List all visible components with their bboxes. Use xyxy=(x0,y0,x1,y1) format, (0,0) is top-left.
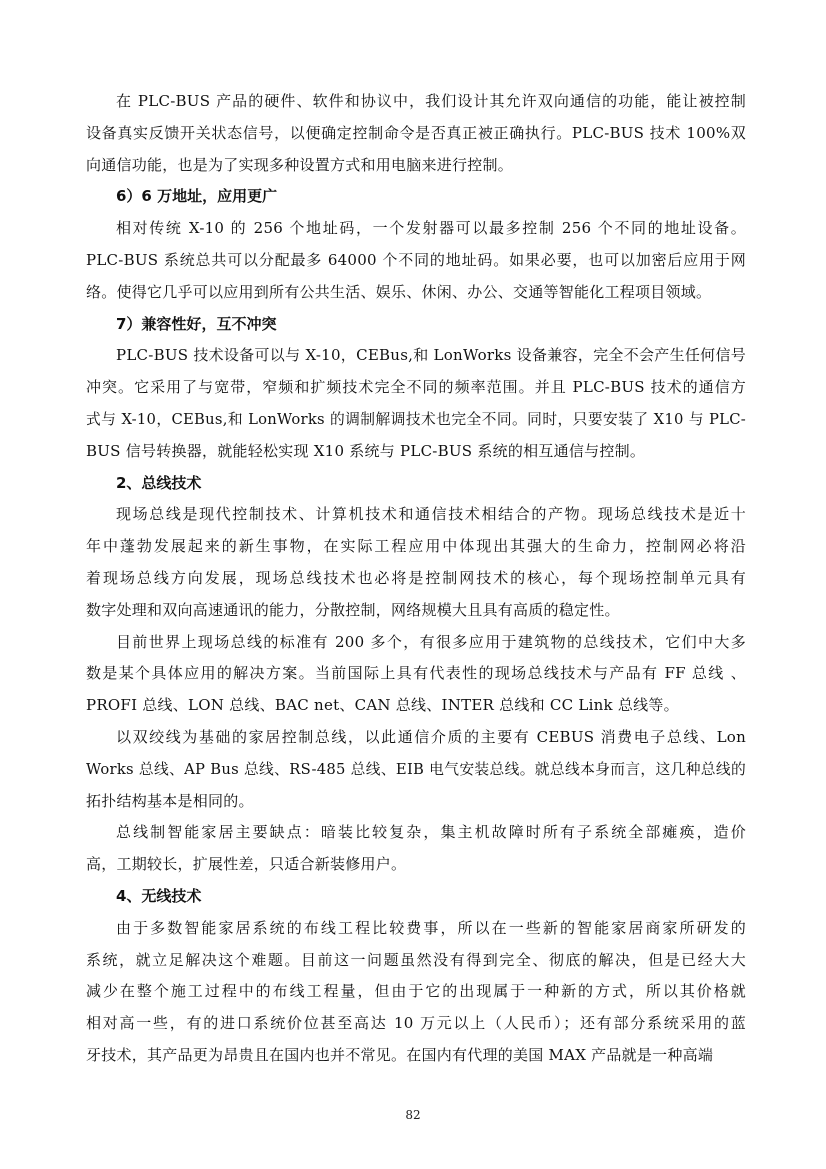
paragraph-line: 牙技术，其产品更为昂贵且在国内也并不常见。在国内有代理的美国 MAX 产品就是一种高端 xyxy=(86,1045,714,1064)
paragraph-line: 年中蓬勃发展起来的新生事物，在实际工程应用中体现出其强大的生命力，控制网必将沿 xyxy=(86,537,746,556)
section-heading: 2、总线技术 xyxy=(116,473,202,492)
paragraph-line: 总线制智能家居主要缺点：暗装比较复杂，集主机故障时所有子系统全部瘫痪，造价 xyxy=(116,823,746,842)
paragraph-line: PLC-BUS 技术设备可以与 X-10，CEBus,和 LonWorks 设备兼容，完全不会产生任何信号 xyxy=(116,346,746,365)
paragraph-line: 以双绞线为基础的家居控制总线，以此通信介质的主要有 CEBUS 消费电子总线、Lon xyxy=(116,727,746,746)
section-heading: 6）6 万地址，应用更广 xyxy=(116,187,278,206)
paragraph-line: 着现场总线方向发展，现场总线技术也必将是控制网技术的核心，每个现场控制单元具有 xyxy=(86,568,746,587)
paragraph-line: PROFI 总线、LON 总线、BAC net、CAN 总线、INTER 总线和 CC Link 总线等。 xyxy=(86,696,679,715)
paragraph-line: PLC-BUS 系统总共可以分配最多 64000 个不同的地址码。如果必要，也可以加密后应用于网 xyxy=(86,250,746,269)
paragraph-line: 现场总线是现代控制技术、计算机技术和通信技术相结合的产物。现场总线技术是近十 xyxy=(116,505,746,524)
paragraph-line: 由于多数智能家居系统的布线工程比较费事，所以在一些新的智能家居商家所研发的 xyxy=(116,918,746,937)
paragraph-line: 数字处理和双向高速通讯的能力，分散控制，网络规模大且具有高质的稳定性。 xyxy=(86,600,620,619)
paragraph-line: 设备真实反馈开关状态信号，以便确定控制命令是否真正被正确执行。PLC-BUS 技术 100%双 xyxy=(86,123,746,142)
paragraph-line: 冲突。它采用了与宽带，窄频和扩频技术完全不同的频率范围。并且 PLC-BUS 技术的通信方 xyxy=(86,378,746,397)
paragraph-line: 系统，就立足解决这个难题。目前这一问题虽然没有得到完全、彻底的解决，但是已经大大 xyxy=(86,950,746,969)
paragraph-line: 相对高一些，有的进口系统价位甚至高达 10 万元以上（人民币）；还有部分系统采用的蓝 xyxy=(86,1014,746,1033)
paragraph-line: 向通信功能，也是为了实现多种设置方式和用电脑来进行控制。 xyxy=(86,155,514,174)
section-heading: 4、无线技术 xyxy=(116,886,202,905)
paragraph-line: 数是某个具体应用的解决方案。当前国际上具有代表性的现场总线技术与产品有 FF 总线 、 xyxy=(86,664,746,683)
paragraph-line: Works 总线、AP Bus 总线、RS-485 总线、EIB 电气安装总线。就总线本身而言，这几种总线的 xyxy=(86,760,746,778)
document-body xyxy=(86,86,746,1072)
paragraph-line: 络。使得它几乎可以应用到所有公共生活、娱乐、休闲、办公、交通等智能化工程项目领域。 xyxy=(86,282,712,301)
paragraph-line: 高，工期较长，扩展性差，只适合新装修用户。 xyxy=(86,855,407,874)
paragraph-line: 目前世界上现场总线的标准有 200 多个，有很多应用于建筑物的总线技术，它们中大多 xyxy=(116,632,746,651)
section-heading: 7）兼容性好，互不冲突 xyxy=(116,314,277,333)
paragraph-line: 式与 X-10，CEBus,和 LonWorks 的调制解调技术也完全不同。同时，只要安装了 X10 与 PLC- xyxy=(86,410,746,428)
paragraph-line: 减少在整个施工过程中的布线工程量，但由于它的出现属于一种新的方式，所以其价格就 xyxy=(86,982,746,1001)
paragraph-line: 拓扑结构基本是相同的。 xyxy=(86,791,254,810)
paragraph-line: BUS 信号转换器，就能轻松实现 X10 系统与 PLC-BUS 系统的相互通信与控制。 xyxy=(86,441,646,460)
paragraph-line: 相对传统 X-10 的 256 个地址码，一个发射器可以最多控制 256 个不同的地址设备。 xyxy=(116,219,746,238)
paragraph-line: 在 PLC-BUS 产品的硬件、软件和协议中，我们设计其允许双向通信的功能，能让被控制 xyxy=(116,92,746,110)
page-number: 82 xyxy=(405,1108,421,1122)
